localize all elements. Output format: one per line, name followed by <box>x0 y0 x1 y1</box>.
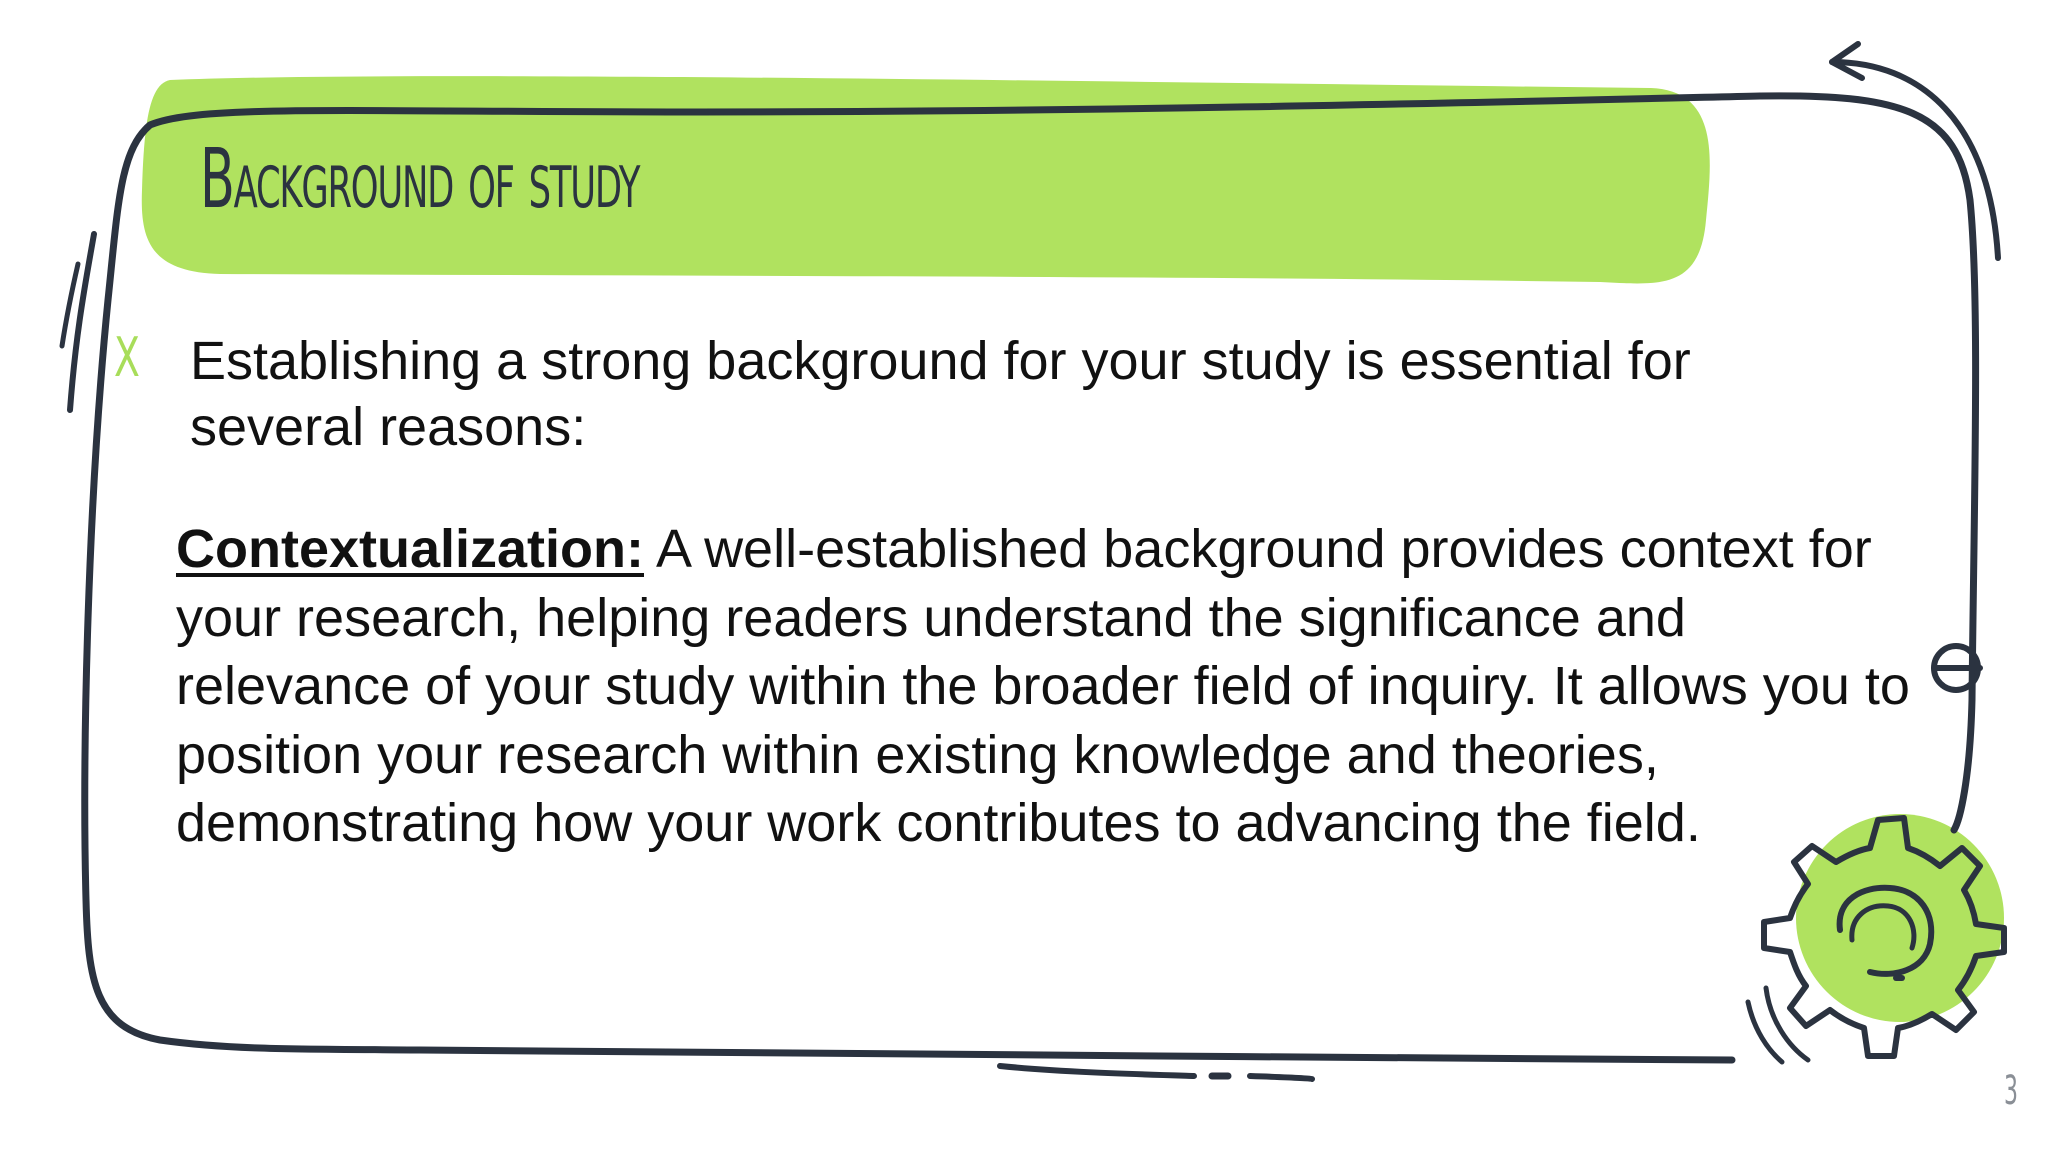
slide-title: Background of study <box>200 132 640 227</box>
bullet-text: Establishing a strong background for your study is essential for several reasons: <box>190 331 1691 457</box>
contextualization-paragraph <box>176 515 1916 858</box>
page-number: 3 <box>2004 1068 2018 1114</box>
left-ticks <box>70 234 94 410</box>
bottom-dashes <box>1000 1066 1194 1076</box>
paragraph-body: A well-established background provides context for your research, helping readers understand the significance and relevance of your study within the broader field of inquiry. It allows you to position your research within existing knowledge and theories, demonstrating how your work contributes to advancing the field. <box>176 519 1910 853</box>
paragraph-term: Contextualization: <box>176 519 644 579</box>
x-bullet-icon: X <box>114 326 140 389</box>
